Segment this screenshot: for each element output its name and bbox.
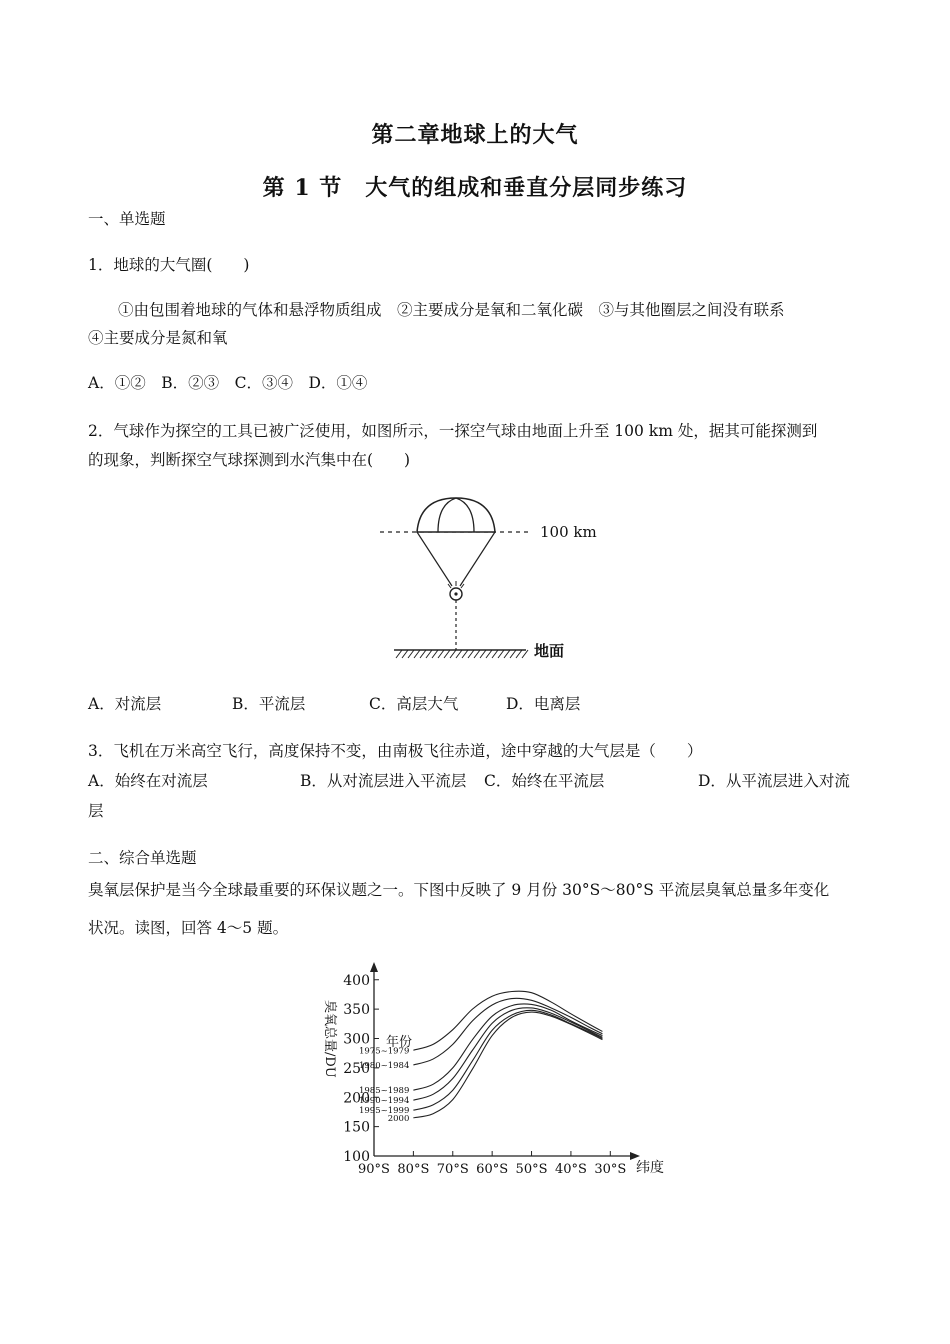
parachute-icon: [417, 498, 495, 586]
height-label: 100 km: [540, 523, 597, 541]
x-tick-label: 50°S: [515, 1162, 548, 1177]
q3-stem: 3．飞机在万米高空飞行，高度保持不变，由南极飞往赤道，途中穿越的大气层是（ ）: [88, 742, 703, 760]
chart-axes: [370, 962, 640, 1160]
section-title: 第 1 节 大气的组成和垂直分层同步练习: [262, 175, 688, 201]
y-tick-label: 350: [343, 1002, 370, 1019]
q3-option-b: B．从对流层进入平流层: [300, 772, 467, 790]
series-label: 1975~1979: [358, 1046, 410, 1057]
ground-label: 地面: [534, 642, 565, 660]
series-label: 1995~1999: [358, 1106, 410, 1117]
x-tick-label: 40°S: [554, 1162, 587, 1177]
balloon-figure: [372, 490, 612, 670]
chart-series: [413, 991, 602, 1118]
x-tick-label: 30°S: [594, 1162, 627, 1177]
series-line-1980-1984: [413, 998, 602, 1065]
q2-option-c: C．高层大气: [369, 695, 459, 713]
ozone-chart: [318, 960, 678, 1180]
q2-option-b: B．平流层: [232, 695, 306, 713]
series-label: 1990~1994: [358, 1096, 410, 1107]
y-tick-label: 100: [343, 1149, 370, 1165]
y-tick-label: 250: [343, 1060, 370, 1077]
x-tick-label: 80°S: [397, 1162, 430, 1177]
chapter-title: 第二章地球上的大气: [371, 122, 579, 148]
ground-icon: [394, 650, 528, 658]
x-tick-label: 60°S: [476, 1162, 509, 1177]
q3-option-d: D．从平流层进入对流: [698, 772, 850, 790]
y-tick-label: 400: [343, 972, 370, 989]
part2-intro-line2: 状况。读图，回答 4～5 题。: [88, 919, 289, 937]
y-axis-label: 臭氧总量/DU: [322, 1000, 337, 1078]
legend-title: 年份: [386, 1035, 413, 1050]
series-label: 2000: [387, 1113, 410, 1124]
series-label: 1985~1989: [358, 1086, 410, 1097]
y-tick-label: 150: [343, 1119, 370, 1136]
q1-statements-line1: ①由包围着地球的气体和悬浮物质组成 ②主要成分是氧和二氧化碳 ③与其他圈层之间没有联系: [118, 301, 785, 319]
series-line-1975-1979: [413, 991, 602, 1050]
q3-option-d-wrap: 层: [88, 802, 104, 820]
y-tick-label: 300: [343, 1031, 370, 1048]
q2-option-a: A．对流层: [88, 695, 162, 713]
x-axis-label: 纬度: [636, 1160, 664, 1176]
q2-stem-line1: 2．气球作为探空的工具已被广泛使用，如图所示，一探空气球由地面上升至 100 km 处，据其可能探测到: [88, 422, 818, 440]
part1-heading: 一、单选题: [88, 210, 166, 228]
q3-option-c: C．始终在平流层: [484, 772, 605, 790]
x-tick-label: 70°S: [436, 1162, 469, 1177]
q2-stem-line2: 的现象，判断探空气球探测到水汽集中在( ): [88, 451, 411, 469]
y-axis-arrow: [370, 962, 378, 972]
y-tick-label: 200: [343, 1090, 370, 1107]
part2-intro-line1: 臭氧层保护是当今全球最重要的环保议题之一。下图中反映了 9 月份 30°S～80°S 平流层臭氧总量多年变化: [88, 881, 830, 899]
series-label: 1980~1984: [358, 1060, 410, 1071]
q1-statements-line2: ④主要成分是氮和氧: [88, 329, 228, 347]
x-tick-label: 90°S: [358, 1162, 390, 1177]
q1-options: A．①② B．②③ C．③④ D．①④: [88, 374, 368, 392]
series-line-2000: [413, 1012, 602, 1118]
q3-option-a: A．始终在对流层: [88, 772, 208, 790]
x-ticks: [358, 1151, 626, 1177]
x-axis-arrow: [630, 1152, 640, 1160]
part2-heading: 二、综合单选题: [88, 849, 197, 867]
chart-legend: [359, 1046, 409, 1124]
q2-option-d: D．电离层: [506, 695, 581, 713]
q1-stem: 1．地球的大气圈( ): [88, 256, 250, 274]
